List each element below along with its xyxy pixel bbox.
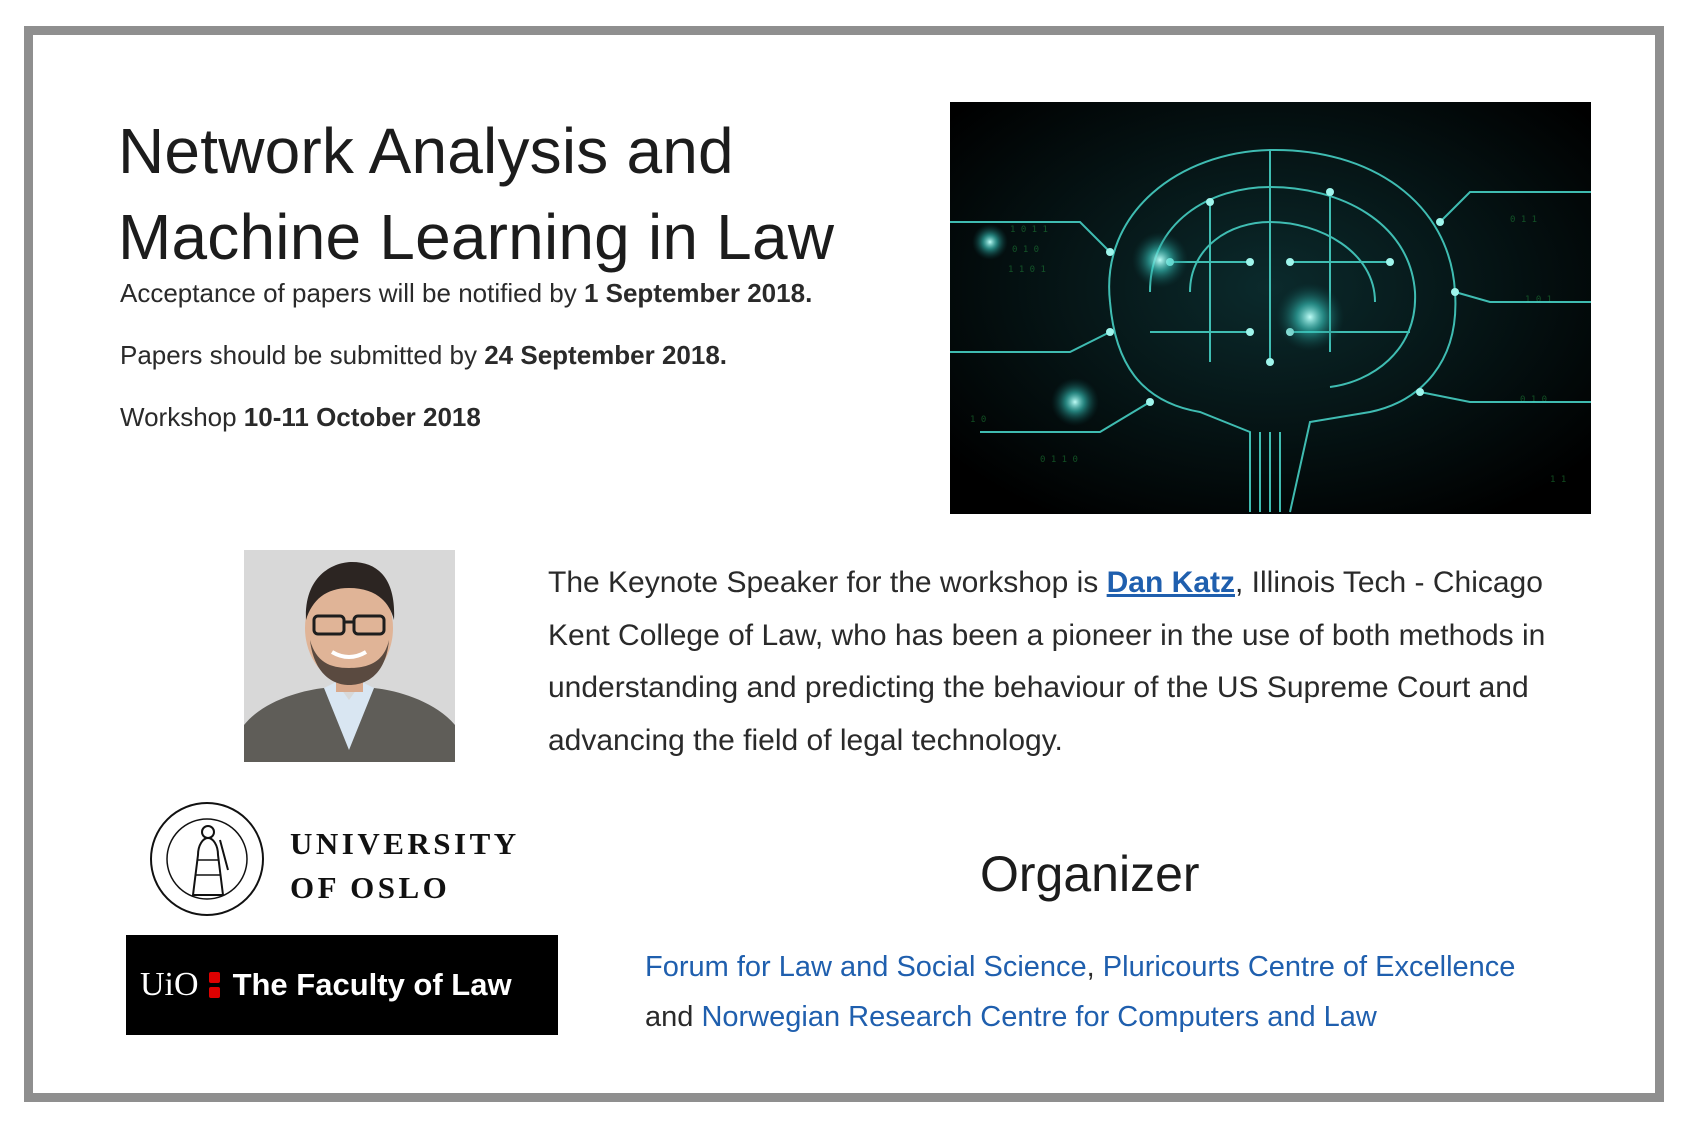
svg-text:0 1 0: 0 1 0	[1012, 245, 1040, 255]
faculty-banner	[126, 935, 558, 1035]
circuit-brain-icon	[950, 102, 1591, 514]
uio-logo-text: UiO	[140, 966, 199, 1003]
acceptance-date: Acceptance of papers will be notified by 1 September 2018.	[120, 278, 813, 308]
svg-text:1 0 1: 1 0 1	[1525, 295, 1553, 305]
svg-text:0 1 1 0: 0 1 1 0	[1040, 455, 1078, 465]
org-link-forum[interactable]: Forum for Law and Social Science	[645, 951, 1087, 983]
workshop-date: Workshop 10-11 October 2018	[120, 402, 481, 432]
title-line-1: Network Analysis and	[118, 115, 734, 187]
svg-text:0 1 1: 0 1 1	[1510, 215, 1538, 225]
page-title	[118, 108, 938, 280]
organizer-heading: Organizer	[980, 846, 1200, 902]
org-link-nrccl[interactable]: Norwegian Research Centre for Computers and Law	[701, 1001, 1377, 1033]
svg-text:0 1 0: 0 1 0	[1520, 395, 1548, 405]
svg-text:1 1 0 1: 1 1 0 1	[1008, 265, 1046, 275]
svg-text:1 0: 1 0	[970, 415, 987, 425]
circuit-brain-image	[950, 102, 1591, 514]
keynote-paragraph: The Keynote Speaker for the workshop is Dan Katz, Illinois Tech - Chicago Kent College of Law, who has been a pioneer in the use of both methods in understanding and predicting the behaviour of the US Supreme Court and advancing the field of legal technology.	[548, 566, 1546, 757]
speaker-photo	[244, 550, 455, 762]
svg-text:1 0 1 1: 1 0 1 1	[1010, 225, 1048, 235]
svg-text:1 1: 1 1	[1550, 475, 1567, 485]
university-seal-icon	[148, 800, 266, 918]
speaker-link[interactable]: Dan Katz	[1106, 566, 1235, 599]
title-line-2: Machine Learning in Law	[118, 201, 835, 273]
faculty-label: The Faculty of Law	[232, 967, 512, 1002]
org-link-pluricourts[interactable]: Pluricourts Centre of Excellence	[1102, 951, 1516, 983]
person-icon	[244, 550, 455, 762]
uio-dots-icon	[209, 970, 221, 1000]
university-name: UNIVERSITY OF OSLO	[290, 826, 520, 905]
organizer-list: Forum for Law and Social Science, Pluricourts Centre of Excellence and Norwegian Research Centre for Computers and Law	[645, 951, 1516, 1033]
submission-date: Papers should be submitted by 24 September 2018.	[120, 340, 728, 370]
